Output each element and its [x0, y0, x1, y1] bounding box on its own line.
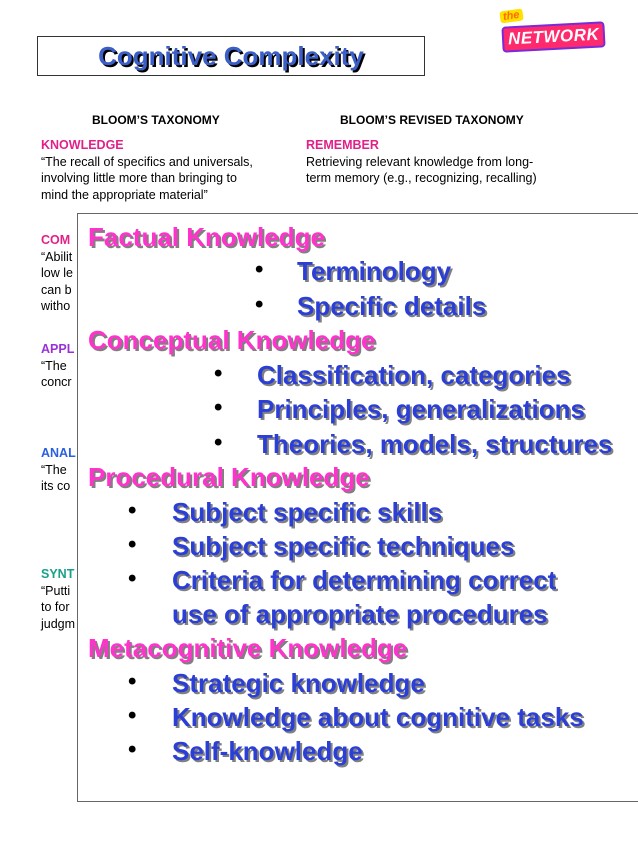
remember-block — [306, 137, 606, 187]
knowledge-line: mind the appropriate material” — [41, 187, 208, 202]
bullet-icon: • — [128, 565, 137, 592]
overlay-item: Principles, generalizations — [257, 394, 585, 424]
overlay-item: Specific details — [297, 291, 487, 321]
overlay-item: Knowledge about cognitive tasks — [172, 702, 584, 732]
analysis-heading: ANAL — [41, 446, 76, 460]
fragment-line: witho — [41, 299, 71, 313]
bullet-icon: • — [128, 497, 137, 524]
title-box — [37, 36, 425, 76]
bullet-icon: • — [214, 360, 223, 387]
overlay-item-continuation: use of appropriate procedures — [172, 599, 548, 629]
bullet-icon: • — [128, 668, 137, 695]
application-fragment — [41, 341, 74, 391]
overlay-item: Subject specific skills — [172, 497, 443, 527]
fragment-line: its co — [41, 479, 71, 493]
knowledge-dimension-overlay — [77, 213, 638, 802]
overlay-item: Classification, categories — [257, 360, 571, 390]
analysis-fragment — [41, 445, 76, 495]
knowledge-line: involving little more than bringing to — [41, 171, 237, 185]
knowledge-block — [41, 137, 301, 203]
logo-the-text: the — [499, 8, 523, 23]
application-heading: APPL — [41, 342, 75, 356]
overlay-item: Subject specific techniques — [172, 531, 515, 561]
fragment-line: “Putti — [41, 583, 71, 598]
comprehension-heading: COM — [41, 233, 71, 247]
remember-heading: REMEMBER — [306, 138, 379, 152]
fragment-line: concr — [41, 375, 72, 389]
fragment-line: to for — [41, 600, 70, 614]
fragment-line: low le — [41, 266, 73, 280]
synthesis-fragment — [41, 566, 75, 632]
synthesis-heading: SYNT — [41, 567, 75, 581]
bullet-icon: • — [214, 394, 223, 421]
remember-line: term memory (e.g., recognizing, recalling) — [306, 171, 537, 185]
fragment-line: “Abilit — [41, 249, 73, 264]
overlay-item: Strategic knowledge — [172, 668, 425, 698]
fragment-line: judgm — [41, 616, 76, 631]
bullet-icon: • — [128, 736, 137, 763]
fragment-line: “The — [41, 462, 67, 477]
fragment-line: can b — [41, 282, 72, 297]
page-title: Cognitive Complexity — [98, 40, 364, 71]
overlay-category-conceptual: Conceptual Knowledge — [88, 325, 376, 355]
bullet-icon: • — [128, 702, 137, 729]
bullet-icon: • — [255, 291, 264, 318]
bullet-icon: • — [255, 256, 264, 283]
overlay-item: Terminology — [297, 256, 452, 286]
bullet-icon: • — [214, 429, 223, 456]
knowledge-heading: KNOWLEDGE — [41, 138, 124, 152]
remember-line: Retrieving relevant knowledge from long- — [306, 154, 534, 169]
fragment-line: “The — [41, 358, 67, 373]
overlay-category-procedural: Procedural Knowledge — [88, 462, 370, 492]
left-column-header: BLOOM’S TAXONOMY — [92, 113, 220, 127]
comprehension-fragment — [41, 232, 73, 315]
logo-network-text: NETWORK — [501, 21, 606, 52]
bullet-icon: • — [128, 531, 137, 558]
knowledge-line: “The recall of specifics and universals, — [41, 154, 253, 169]
overlay-item: Criteria for determining correct — [172, 565, 557, 595]
overlay-category-factual: Factual Knowledge — [88, 222, 325, 252]
network-logo — [496, 8, 600, 52]
overlay-item: Self-knowledge — [172, 736, 363, 766]
overlay-item: Theories, models, structures — [257, 429, 613, 459]
right-column-header: BLOOM’S REVISED TAXONOMY — [340, 113, 524, 127]
overlay-category-metacognitive: Metacognitive Knowledge — [88, 633, 408, 663]
